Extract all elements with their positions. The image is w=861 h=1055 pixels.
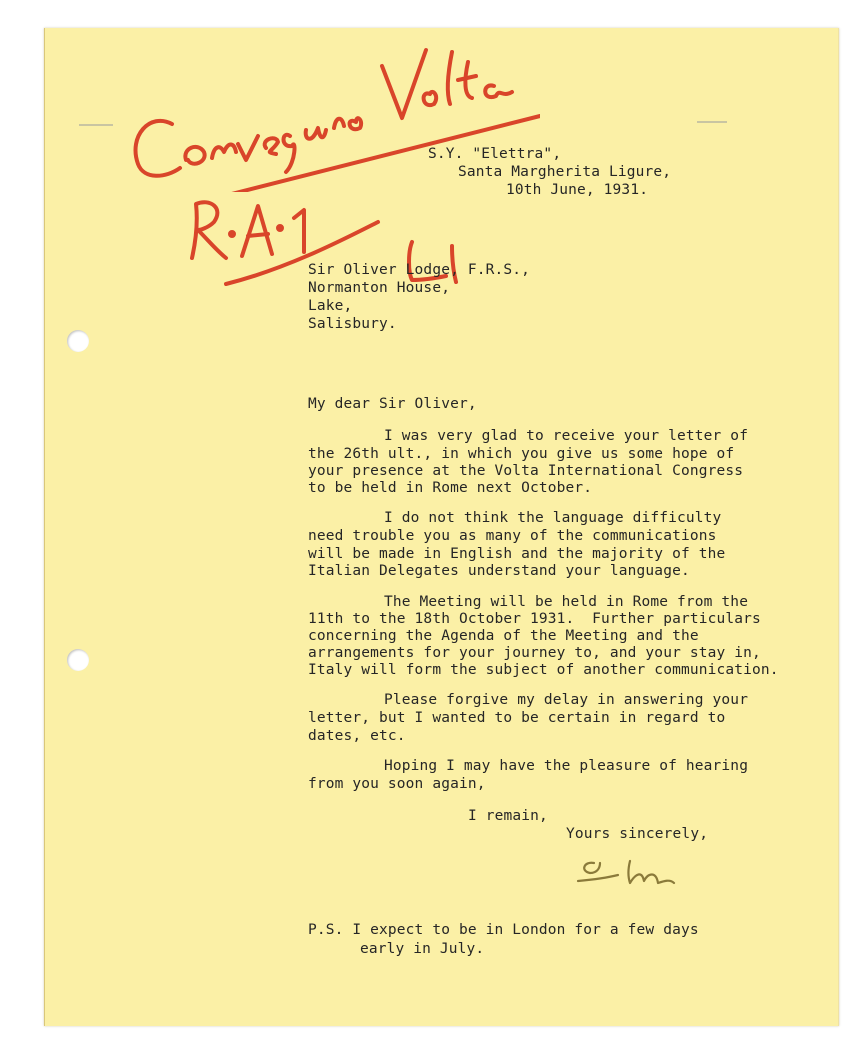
paragraph-3-line-1: The Meeting will be held in Rome from the	[384, 594, 749, 610]
paragraph-1-line-3: your presence at the Volta International Congress	[308, 463, 744, 479]
paragraph-1-line-1: I was very glad to receive your letter of	[384, 428, 749, 444]
paragraph-1-line-2: the 26th ult., in which you give us some hope of	[308, 446, 735, 462]
paragraph-2-line-1: I do not think the language difficulty	[384, 510, 722, 526]
recipient-address-line-1: Sir Oliver Lodge, F.R.S.,	[308, 262, 530, 278]
closing-line-1: I remain,	[468, 808, 548, 824]
date-line: 10th June, 1931.	[506, 182, 649, 198]
paragraph-5-line-1: Hoping I may have the pleasure of hearing	[384, 758, 749, 774]
paragraph-2-line-4: Italian Delegates understand your language.	[308, 563, 690, 579]
paragraph-5-line-2: from you soon again,	[308, 776, 486, 792]
sender-address-line-1: S.Y. "Elettra",	[428, 146, 562, 162]
salutation: My dear Sir Oliver,	[308, 396, 477, 412]
punch-hole-bottom	[67, 649, 89, 671]
paragraph-4-line-3: dates, etc.	[308, 728, 406, 744]
signature	[570, 855, 690, 895]
recipient-address-line-3: Lake,	[308, 298, 353, 314]
recipient-address-line-4: Salisbury.	[308, 316, 397, 332]
postscript-line-2: early in July.	[360, 941, 485, 957]
sender-address-line-2: Santa Margherita Ligure,	[458, 164, 672, 180]
postscript-line-1: P.S. I expect to be in London for a few days	[308, 922, 699, 938]
punch-hole-top	[67, 330, 89, 352]
paragraph-4-line-1: Please forgive my delay in answering your	[384, 692, 749, 708]
paragraph-1-line-4: to be held in Rome next October.	[308, 480, 593, 496]
fold-mark-left	[79, 124, 113, 126]
paragraph-3-line-4: arrangements for your journey to, and your stay in,	[308, 645, 761, 661]
recipient-address-line-2: Normanton House,	[308, 280, 451, 296]
paragraph-3-line-2: 11th to the 18th October 1931. Further particulars	[308, 611, 761, 627]
paragraph-3-line-3: concerning the Agenda of the Meeting and the	[308, 628, 699, 644]
paragraph-3-line-5: Italy will form the subject of another communication.	[308, 662, 779, 678]
fold-mark-right	[697, 121, 727, 123]
paragraph-4-line-2: letter, but I wanted to be certain in regard to	[308, 710, 726, 726]
paragraph-2-line-2: need trouble you as many of the communications	[308, 528, 717, 544]
closing-line-2: Yours sincerely,	[566, 826, 709, 842]
paragraph-2-line-3: will be made in English and the majority of the	[308, 546, 726, 562]
